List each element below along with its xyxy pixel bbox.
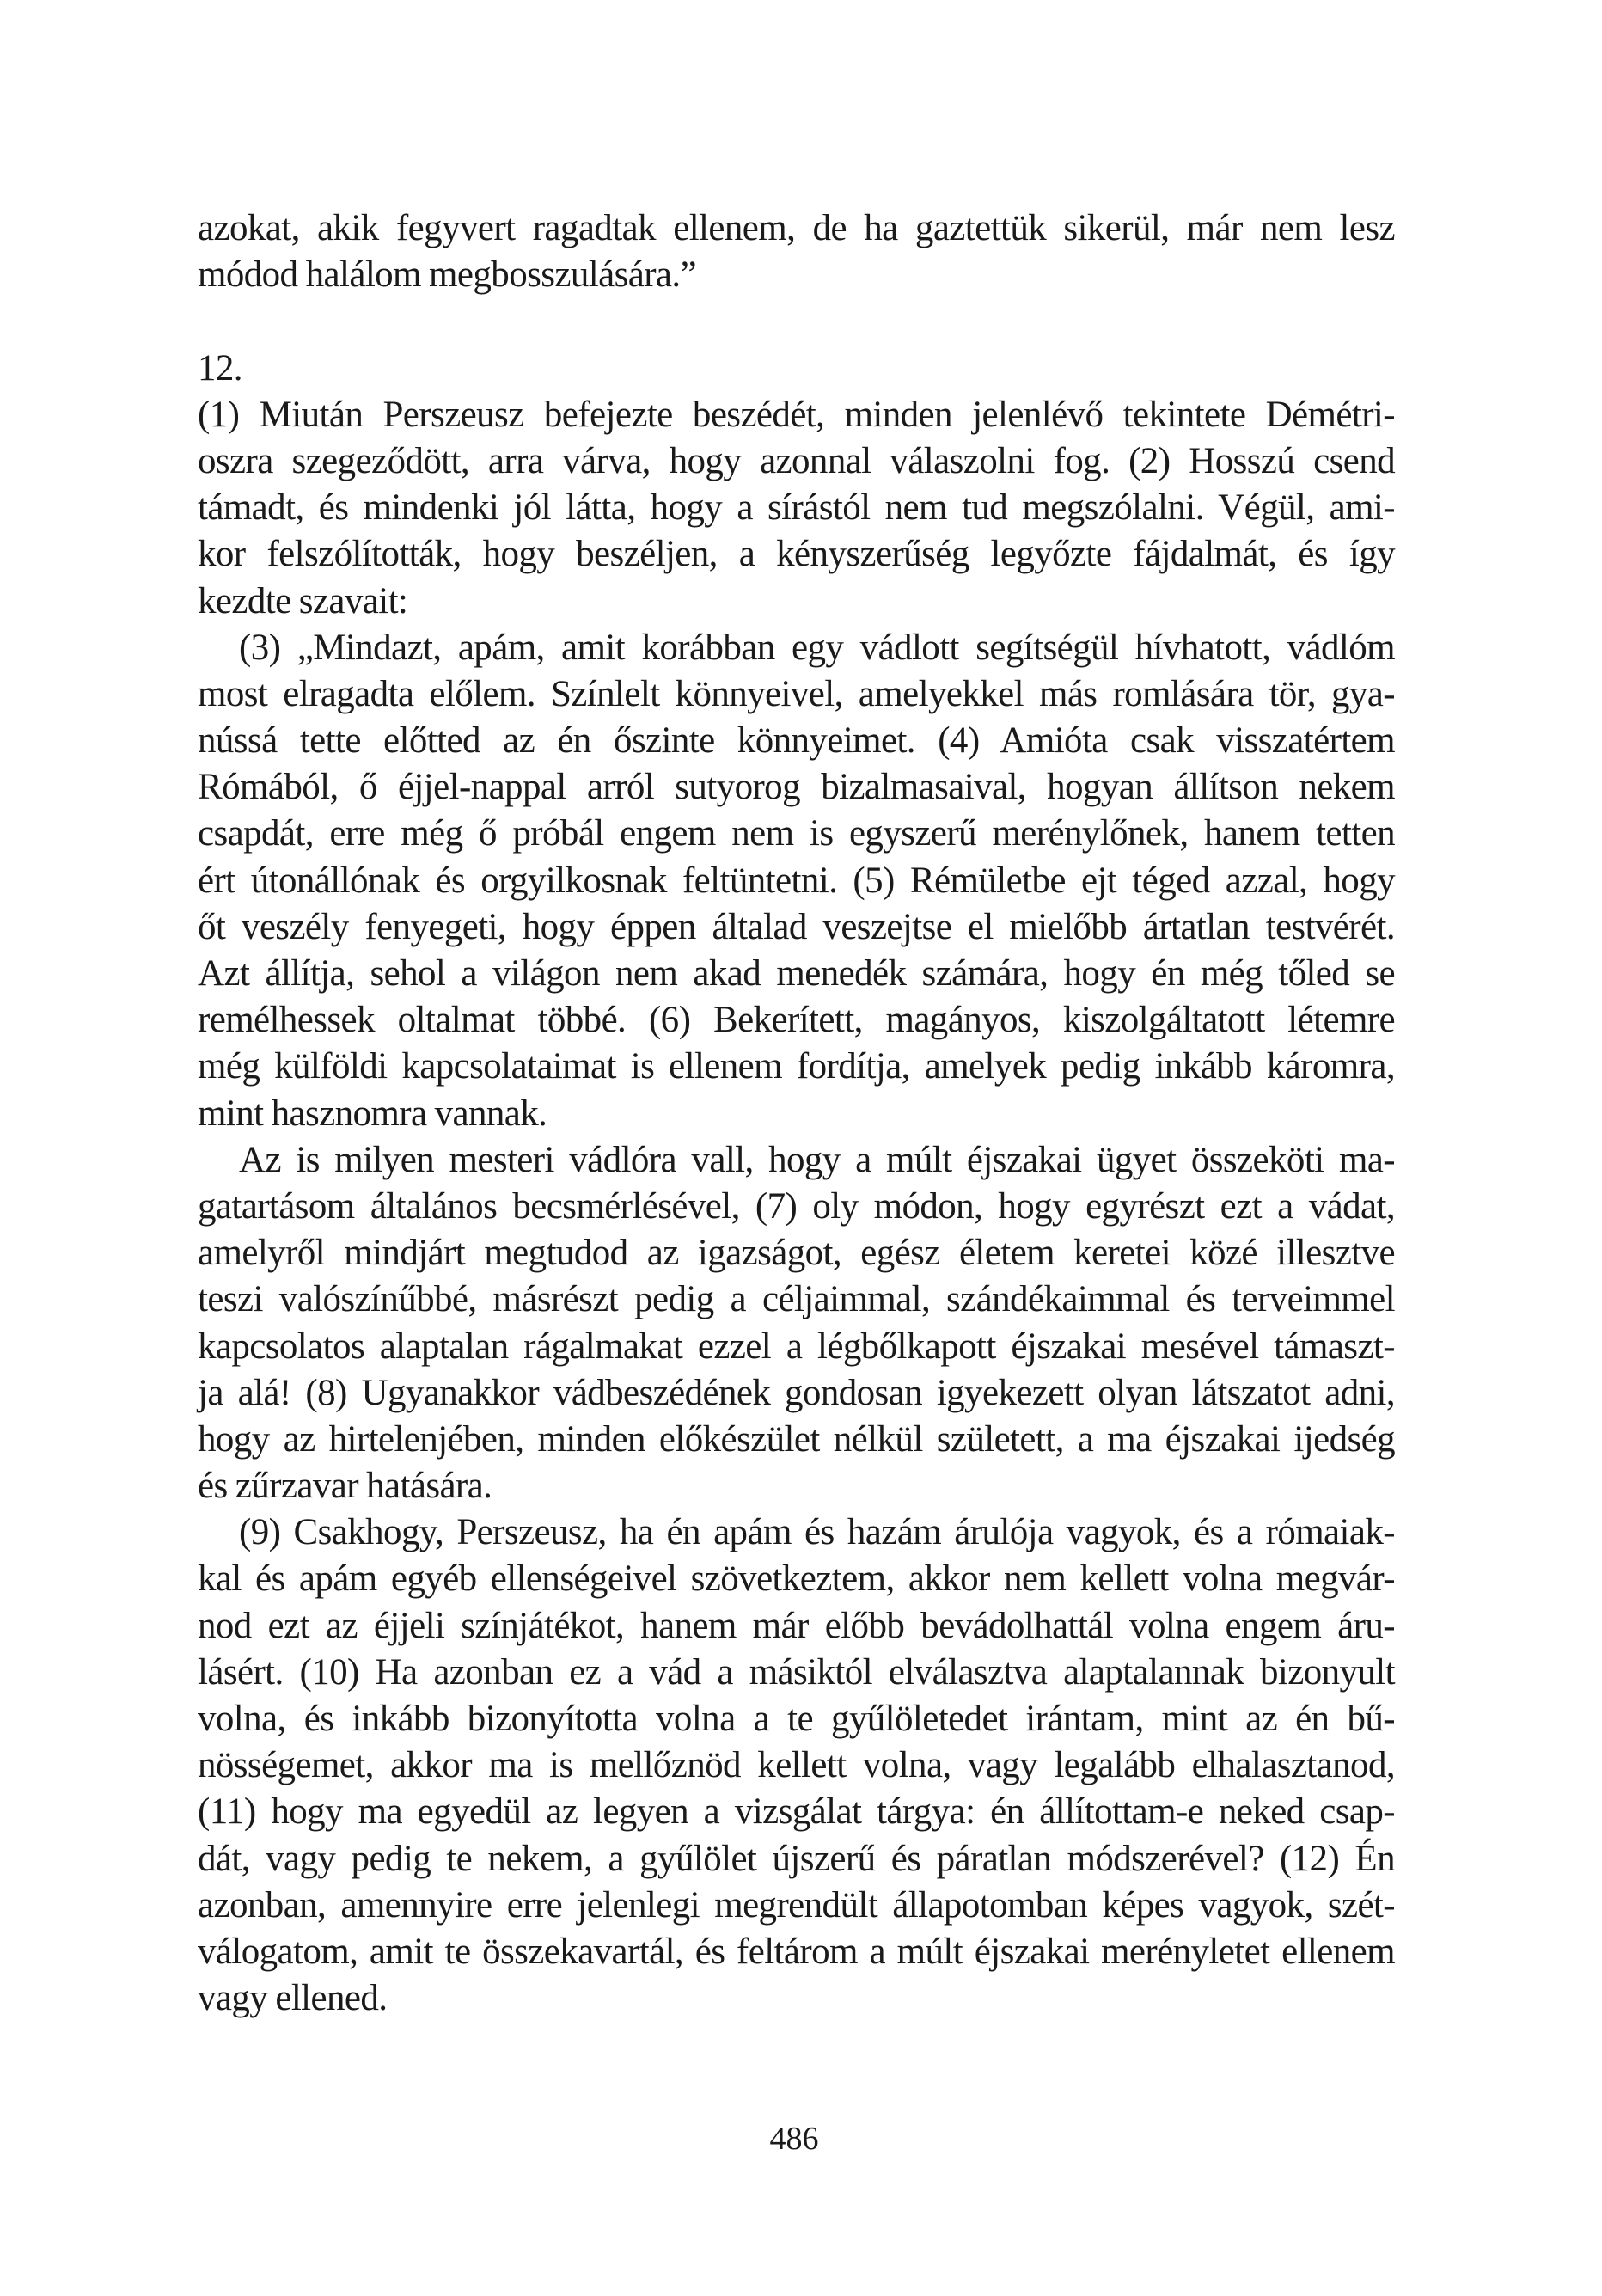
text-line: most elragadta előlem. Színlelt könnyeivel, amelyekkel más romlására tör, gya- bbox=[198, 673, 1395, 714]
text-line: gatartásom általános becsmérlésével, (7) oly módon, hogy egyrészt ezt a vádat, bbox=[198, 1185, 1395, 1227]
text-line: kezdte szavait: bbox=[198, 580, 408, 621]
text-line: dát, vagy pedig te nekem, a gyűlölet újszerű és páratlan módszerével? (12) Én bbox=[198, 1838, 1395, 1879]
text-line: (11) hogy ma egyedül az legyen a vizsgálat tárgya: én állítottam-e neked csap- bbox=[198, 1791, 1395, 1833]
text-line: ért útonállónak és orgyilkosnak feltüntetni. (5) Rémületbe ejt téged azzal, hogy bbox=[198, 860, 1395, 901]
text-line: azonban, amennyire erre jelenlegi megrendült állapotomban képes vagyok, szét- bbox=[198, 1884, 1395, 1926]
text-line: kal és apám egyéb ellenségeivel szövetkeztem, akkor nem kellett volna megvár- bbox=[198, 1558, 1395, 1600]
paragraph-start-line: (3) „Mindazt, apám, amit korábban egy vádlott segítségül hívhatott, vádlóm bbox=[239, 627, 1395, 668]
text-line: nod ezt az éjjeli színjátékot, hanem már előbb bevádolhattál volna engem áru- bbox=[198, 1605, 1395, 1646]
text-line: még külföldi kapcsolataimat is ellenem fordítja, amelyek pedig inkább káromra, bbox=[198, 1046, 1395, 1087]
text-line: vagy ellened. bbox=[198, 1978, 388, 2019]
body-text bbox=[198, 205, 1395, 2022]
text-line: lásért. (10) Ha azonban ez a vád a másiktól elválasztva alaptalannak bizonyult bbox=[198, 1651, 1395, 1693]
text-line: támadt, és mindenki jól látta, hogy a sírástól nem tud megszólalni. Végül, ami- bbox=[198, 487, 1395, 529]
text-line: válogatom, amit te összekavartál, és feltárom a múlt éjszakai merényletet ellenem bbox=[198, 1931, 1395, 1972]
text-line: őt veszély fenyegeti, hogy éppen általad veszejtse el mielőbb ártatlan testvérét. bbox=[198, 906, 1395, 947]
page-number bbox=[0, 2120, 1602, 2158]
paragraph-start-line: (9) Csakhogy, Perszeusz, ha én apám és hazám árulója vagyok, és a rómaiak- bbox=[239, 1512, 1395, 1553]
text-line: módod halálom megbosszulására.” bbox=[198, 254, 697, 296]
blank-line bbox=[198, 298, 1395, 345]
text-line: volna, és inkább bizonyította volna a te gyűlöletedet irántam, mint az én bű- bbox=[198, 1699, 1395, 1739]
text-line: nösségemet, akkor ma is mellőznöd kellett volna, vagy legalább elhalasztanod, bbox=[198, 1745, 1395, 1786]
text-line: csapdát, erre még ő próbál engem nem is egyszerű merénylőnek, hanem tetten bbox=[198, 813, 1395, 854]
text-line: Azt állítja, sehol a világon nem akad menedék számára, hogy én még tőled se bbox=[198, 953, 1395, 994]
chapter-number: 12. bbox=[198, 347, 242, 389]
text-line: remélhessek oltalmat többé. (6) Bekerített, magányos, kiszolgáltatott létemre bbox=[198, 1000, 1395, 1041]
page-number-text: 486 bbox=[769, 2121, 819, 2157]
text-line: hogy az hirtelenjében, minden előkészület nélkül született, a ma éjszakai ijedség bbox=[198, 1418, 1395, 1460]
text-line: Rómából, ő éjjel-nappal arról sutyorog bizalmasaival, hogyan állítson nekem bbox=[198, 767, 1395, 808]
paragraph-start-line: Az is milyen mesteri vádlóra vall, hogy a múlt éjszakai ügyet összeköti ma- bbox=[239, 1139, 1395, 1180]
text-line: teszi valószínűbbé, másrészt pedig a céljaimmal, szándékaimmal és terveimmel bbox=[198, 1279, 1395, 1320]
text-line: mint hasznomra vannak. bbox=[198, 1093, 547, 1134]
text-line: oszra szegeződött, arra várva, hogy azonnal válaszolni fog. (2) Hosszú csend bbox=[198, 440, 1395, 481]
text-line: (1) Miután Perszeusz befejezte beszédét, minden jelenlévő tekintete Démétri- bbox=[198, 394, 1395, 435]
text-line: kor felszólították, hogy beszéljen, a kényszerűség legyőzte fájdalmát, és így bbox=[198, 534, 1395, 575]
text-line: azokat, akik fegyvert ragadtak ellenem, de ha gaztettük sikerül, már nem lesz bbox=[198, 208, 1395, 248]
text-line: és zűrzavar hatására. bbox=[198, 1466, 492, 1507]
text-line: amelyről mindjárt megtudod az igazságot, egész életem keretei közé illesztve bbox=[198, 1233, 1395, 1274]
text-line: nússá tette előtted az én őszinte könnyeimet. (4) Amióta csak visszatértem bbox=[198, 720, 1395, 762]
text-line: ja alá! (8) Ugyanakkor vádbeszédének gondosan igyekezett olyan látszatot adni, bbox=[198, 1372, 1395, 1413]
text-line: kapcsolatos alaptalan rágalmakat ezzel a légbőlkapott éjszakai mesével támaszt- bbox=[198, 1326, 1395, 1367]
